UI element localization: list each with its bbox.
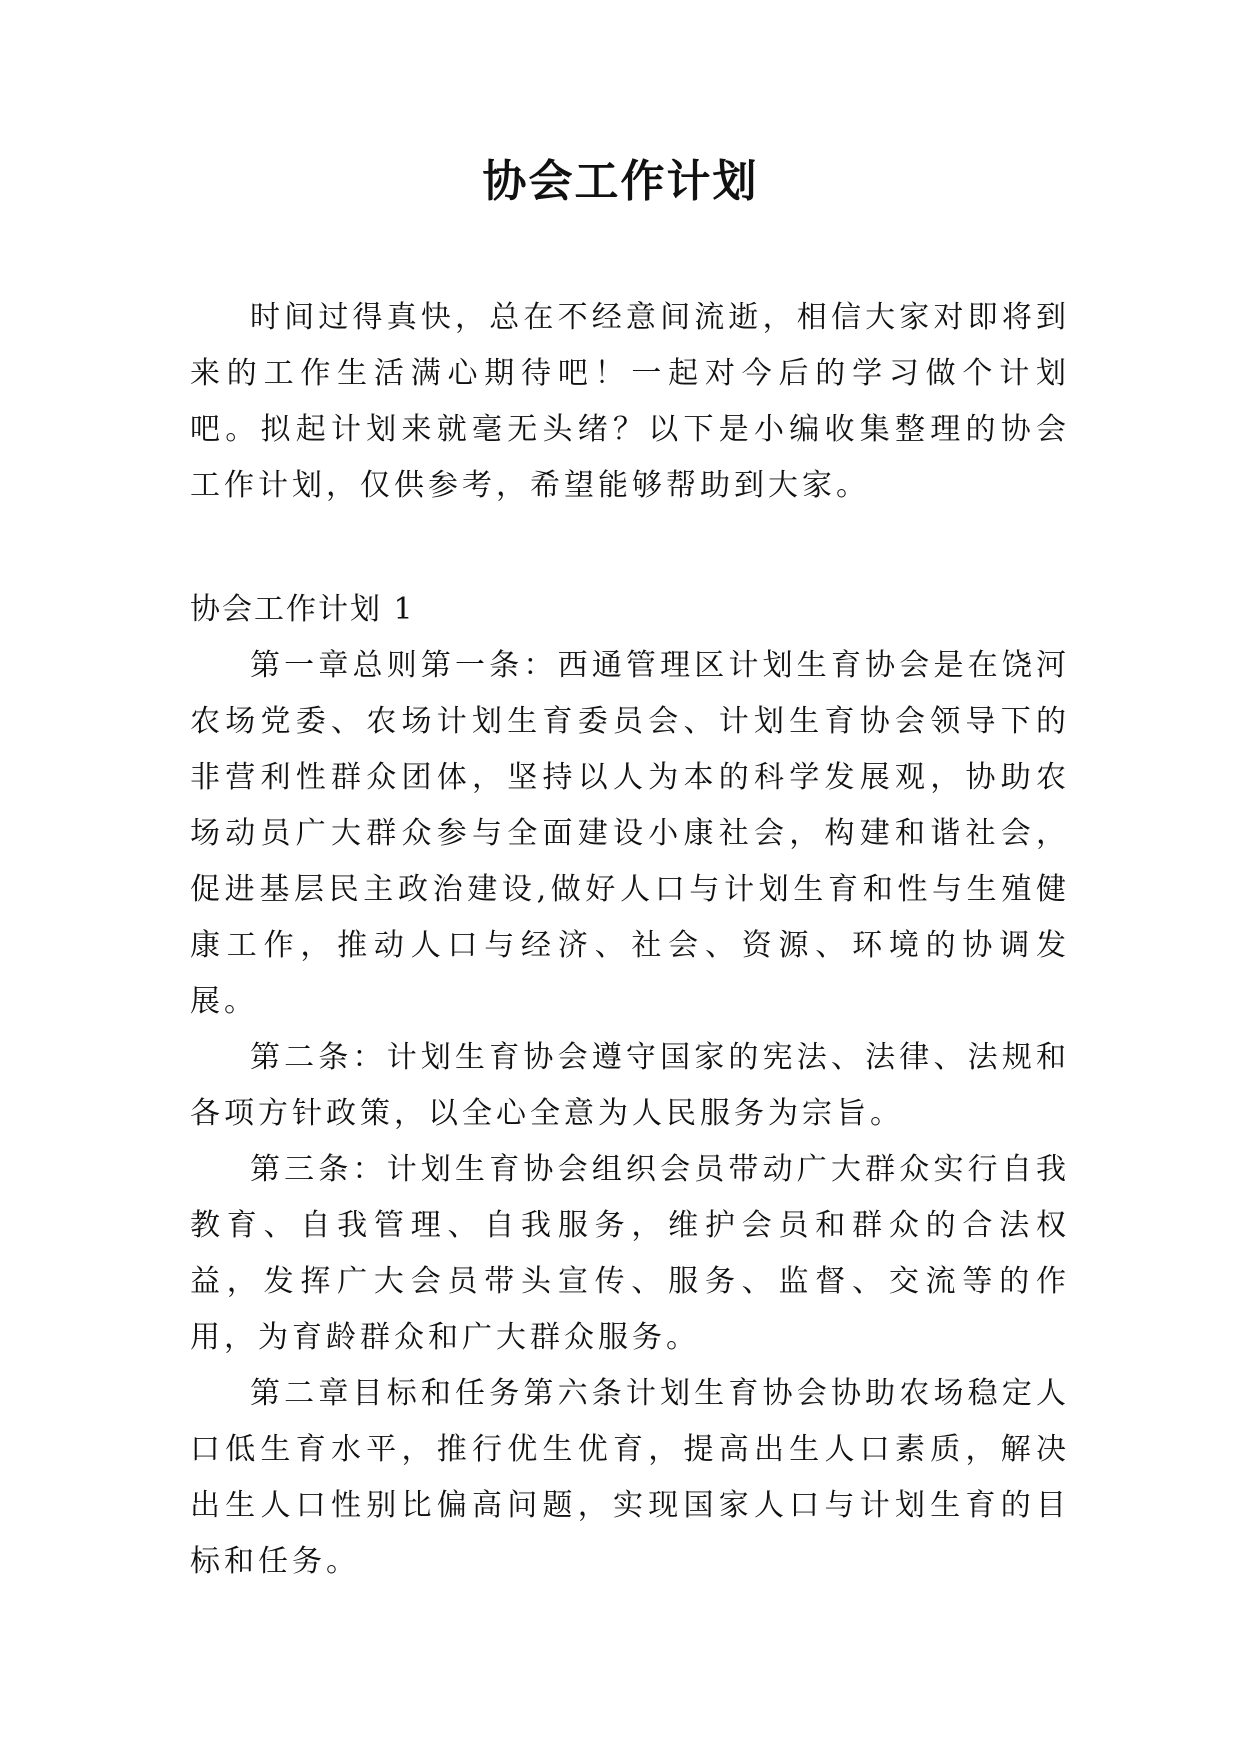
paragraph-gap <box>190 514 1070 582</box>
article-paragraph: 第三条：计划生育协会组织会员带动广大群众实行自我教育、自我管理、自我服务，维护会员和群众的合法权益，发挥广大会员带头宣传、服务、监督、交流等的作用，为育龄群众和广大群众服务。 <box>190 1152 1070 1355</box>
intro-paragraph: 时间过得真快，总在不经意间流逝，相信大家对即将到来的工作生活满心期待吧！一起对今后的学习做个计划吧。拟起计划来就毫无头绪？以下是小编收集整理的协会工作计划，仅供参考，希望能够帮助到大家。 <box>190 300 1070 503</box>
article-paragraph: 第二条：计划生育协会遵守国家的宪法、法律、法规和各项方针政策，以全心全意为人民服务为宗旨。 <box>190 1040 1070 1131</box>
document-title: 协会工作计划 <box>482 156 759 207</box>
section-heading: 协会工作计划 1 <box>190 592 415 627</box>
document-body <box>190 290 1070 1590</box>
article-paragraph: 第一章总则第一条：西通管理区计划生育协会是在饶河农场党委、农场计划生育委员会、计划生育协会领导下的非营利性群众团体，坚持以人为本的科学发展观，协助农场动员广大群众参与全面建设小康社会，构建和谐社会，促进基层民主政治建设,做好人口与计划生育和性与生殖健康工作，推动人口与经济、社会、资源、环境的协调发展。 <box>190 648 1070 1019</box>
article-paragraph: 第二章目标和任务第六条计划生育协会协助农场稳定人口低生育水平，推行优生优育，提高出生人口素质，解决出生人口性别比偏高问题，实现国家人口与计划生育的目标和任务。 <box>190 1376 1070 1579</box>
